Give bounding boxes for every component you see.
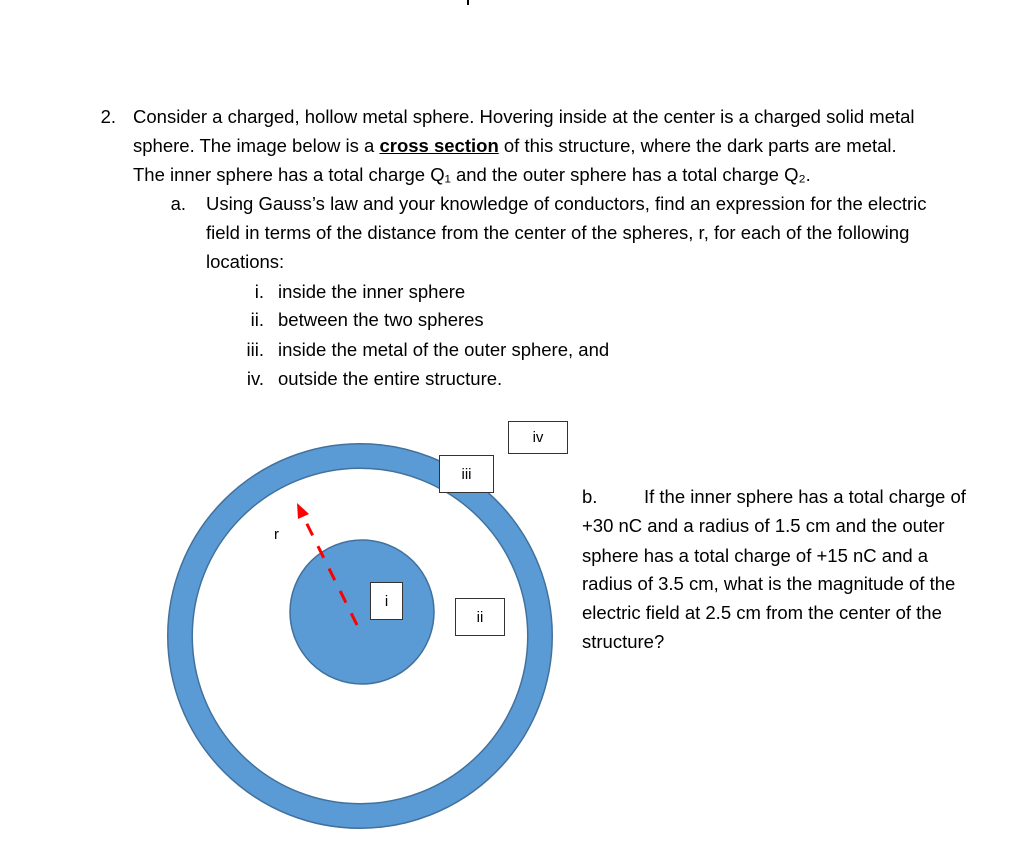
part-a-item-1-num: i.	[254, 281, 264, 302]
part-b-line-1: If the inner sphere has a total charge of	[644, 486, 966, 507]
part-a-line-2: field in terms of the distance from the center of the spheres, r, for each of the following	[206, 222, 910, 243]
question-line-2-pre: sphere. The image below is a	[133, 135, 380, 156]
part-a-letter: a.	[170, 193, 186, 214]
part-a-item-3-text: inside the metal of the outer sphere, and	[278, 339, 610, 360]
part-a-item-4-num: iv.	[246, 368, 264, 389]
inner-sphere	[290, 540, 434, 684]
question-line-1: Consider a charged, hollow metal sphere. Hovering inside at the center is a charged solid metal	[133, 106, 915, 127]
part-a-item-2-text: between the two spheres	[278, 309, 484, 330]
part-a-item-1-text: inside the inner sphere	[278, 281, 466, 302]
label-box-i: i	[370, 582, 403, 620]
question-number: 2.	[100, 106, 116, 127]
question-line-2-post: of this structure, where the dark parts are metal.	[498, 135, 897, 156]
part-a-item-2-num: ii.	[250, 309, 264, 330]
part-a-line-1: Using Gauss’s law and your knowledge of conductors, find an expression for the electric	[206, 193, 927, 214]
radius-label: r	[274, 526, 279, 543]
part-a-item-4-text: outside the entire structure.	[278, 368, 503, 389]
label-box-iii: iii	[439, 455, 494, 493]
part-b-line-6: structure?	[582, 631, 665, 652]
question-line-3: The inner sphere has a total charge Q₁ and the outer sphere has a total charge Q₂.	[133, 164, 811, 185]
label-box-ii: ii	[455, 598, 505, 636]
part-b-line-4: radius of 3.5 cm, what is the magnitude of the	[582, 573, 956, 594]
part-b-line-2: +30 nC and a radius of 1.5 cm and the outer	[582, 515, 945, 536]
radius-arrowhead	[297, 503, 309, 519]
part-b-letter: b.	[582, 486, 598, 507]
label-box-iv: iv	[508, 421, 568, 454]
part-b-line-5: electric field at 2.5 cm from the center of the	[582, 602, 942, 623]
cross-section-term: cross section	[379, 135, 499, 156]
part-a-item-3-num: iii.	[246, 339, 264, 360]
part-a-line-3: locations:	[206, 251, 285, 272]
part-b-line-3: sphere has a total charge of +15 nC and a	[582, 545, 929, 566]
